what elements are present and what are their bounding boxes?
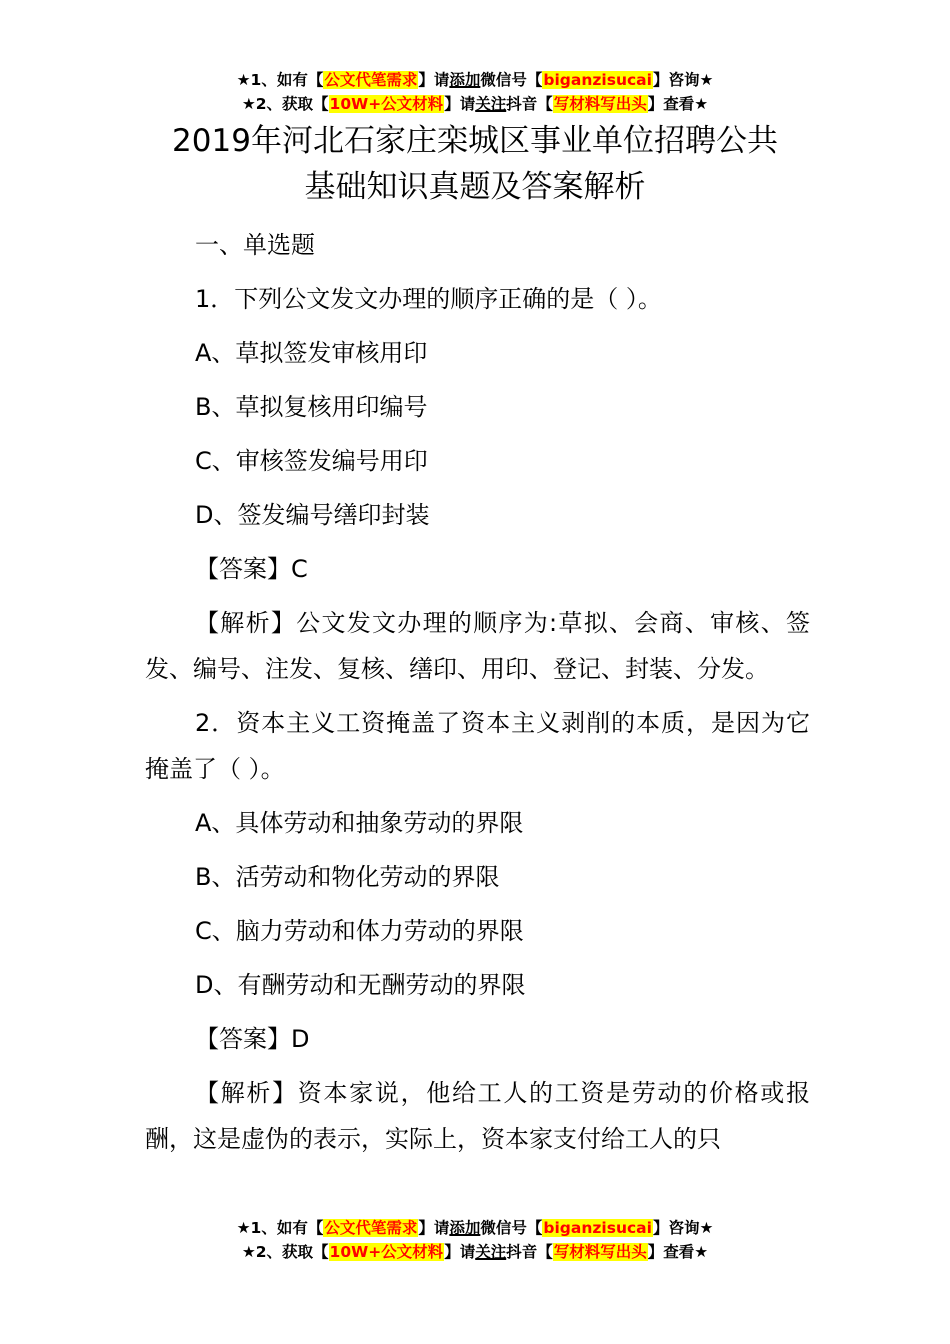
banner-line-2: ★2、获取【10W+公文材料】请关注抖音【写材料写出头】查看★ xyxy=(241,1243,709,1261)
banner-line-1: ★1、如有【公文代笔需求】请添加微信号【biganzisucai】咨询★ xyxy=(236,71,714,89)
banner-highlight: 10W+公文材料 xyxy=(329,1243,444,1261)
question-2-option-d: D、有酬劳动和无酬劳动的界限 xyxy=(195,971,526,999)
banner-line-1: ★1、如有【公文代笔需求】请添加微信号【biganzisucai】咨询★ xyxy=(236,1219,714,1237)
section-heading: 一、单选题 xyxy=(195,231,315,259)
question-2-stem: 2．资本主义工资掩盖了资本主义剥削的本质，是因为它掩盖了（ ）。 xyxy=(145,709,810,783)
title-line-1: 2019年河北石家庄栾城区事业单位招聘公共 xyxy=(172,123,778,159)
banner-highlight: biganzisucai xyxy=(543,71,652,89)
question-1-option-c: C、审核签发编号用印 xyxy=(195,447,428,475)
banner-line-2: ★2、获取【10W+公文材料】请关注抖音【写材料写出头】查看★ xyxy=(241,95,709,113)
footer-banner xyxy=(0,1216,950,1264)
banner-highlight: 写材料写出头 xyxy=(553,95,647,113)
question-2-option-b: B、活劳动和物化劳动的界限 xyxy=(195,863,500,891)
banner-highlight: 公文代笔需求 xyxy=(324,1219,418,1237)
page-title xyxy=(0,118,950,210)
question-1-stem: 1．下列公文发文办理的顺序正确的是（ ）。 xyxy=(195,285,662,313)
question-1-answer: 【答案】C xyxy=(195,555,308,583)
question-1-analysis: 【解析】公文发文办理的顺序为:草拟、会商、审核、签发、编号、注发、复核、缮印、用印、登记、封装、分发。 xyxy=(145,609,810,683)
header-banner xyxy=(0,68,950,116)
banner-highlight: biganzisucai xyxy=(543,1219,652,1237)
question-1-option-a: A、草拟签发审核用印 xyxy=(195,339,428,367)
banner-highlight: 公文代笔需求 xyxy=(324,71,418,89)
question-2-option-c: C、脑力劳动和体力劳动的界限 xyxy=(195,917,524,945)
document-body xyxy=(145,222,810,1170)
question-1-option-d: D、签发编号缮印封装 xyxy=(195,501,430,529)
title-line-2: 基础知识真题及答案解析 xyxy=(304,169,646,205)
banner-highlight: 10W+公文材料 xyxy=(329,95,444,113)
question-2-answer: 【答案】D xyxy=(195,1025,310,1053)
banner-highlight: 写材料写出头 xyxy=(553,1243,647,1261)
question-2-option-a: A、具体劳动和抽象劳动的界限 xyxy=(195,809,524,837)
question-2-analysis: 【解析】资本家说，他给工人的工资是劳动的价格或报酬，这是虚伪的表示，实际上，资本家支付给工人的只 xyxy=(145,1079,810,1153)
question-1-option-b: B、草拟复核用印编号 xyxy=(195,393,428,421)
